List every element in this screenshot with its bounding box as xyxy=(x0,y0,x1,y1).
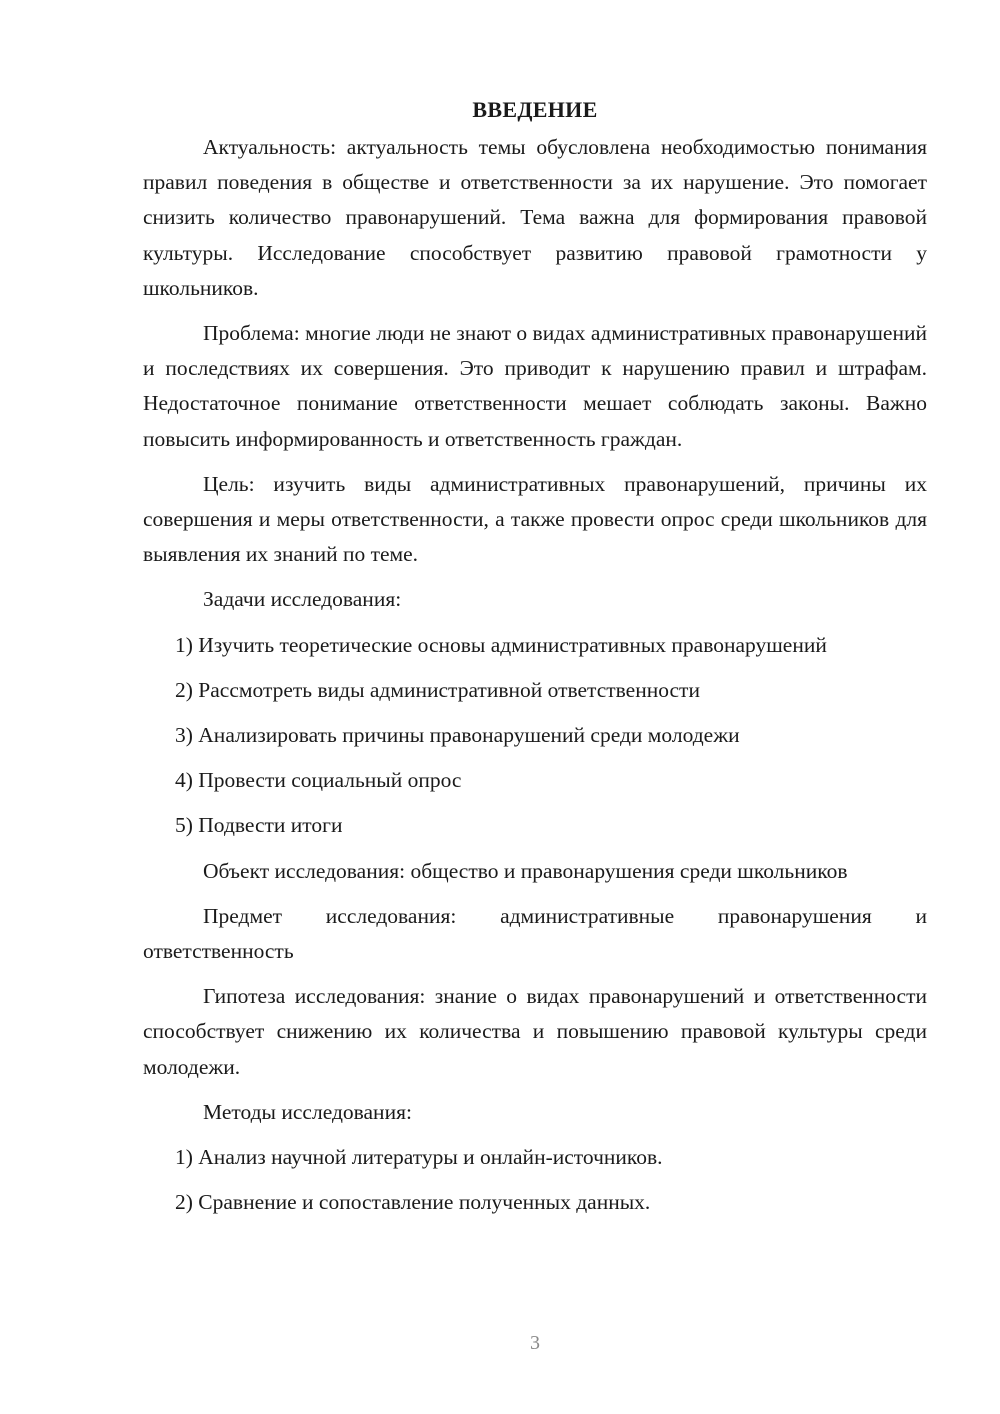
tasks-heading: Задачи исследования: xyxy=(203,587,402,612)
object-paragraph: Объект исследования: общество и правонарушения среди школьников xyxy=(203,858,848,883)
relevance-paragraph: Актуальность: актуальность темы обусловлена необходимостью понимания правил поведения в обществе и ответственности за их нарушение. Это помогает снизить количество правонарушений. Тема важна для формирования правовой культуры. Исследование способствует развитию правовой грамотности у школьников. xyxy=(143,135,927,300)
hypothesis-paragraph: Гипотеза исследования: знание о видах правонарушений и ответственности способствует снижению их количества и повышению правовой культуры среди молодежи. xyxy=(143,984,927,1079)
task-item: 1) Изучить теоретические основы административных правонарушений xyxy=(175,632,827,657)
problem-paragraph: Проблема: многие люди не знают о видах административных правонарушений и последствиях их совершения. Это приводит к нарушению правил и штрафам. Недостаточное понимание ответственности мешает соблюдать законы. Важно повысить информированность и ответственность граждан. xyxy=(143,321,927,451)
page-number: 3 xyxy=(530,1332,540,1354)
subject-paragraph: Предмет исследования: административные правонарушения и ответственность xyxy=(143,903,927,964)
method-item: 1) Анализ научной литературы и онлайн-источников. xyxy=(175,1145,663,1170)
task-item: 3) Анализировать причины правонарушений среди молодежи xyxy=(175,723,740,748)
section-title: ВВЕДЕНИЕ xyxy=(472,97,598,122)
tasks-list xyxy=(143,628,927,844)
methods-heading: Методы исследования: xyxy=(203,1099,412,1124)
goal-paragraph: Цель: изучить виды административных правонарушений, причины их совершения и меры ответственности, а также провести опрос среди школьников для выявления их знаний по теме. xyxy=(143,471,927,567)
task-item: 5) Подвести итоги xyxy=(175,813,343,838)
task-item: 2) Рассмотреть виды административной ответственности xyxy=(175,677,700,702)
task-item: 4) Провести социальный опрос xyxy=(175,768,462,793)
document-body xyxy=(143,92,927,1230)
method-item: 2) Сравнение и сопоставление полученных данных. xyxy=(175,1190,651,1215)
methods-list xyxy=(143,1140,927,1220)
